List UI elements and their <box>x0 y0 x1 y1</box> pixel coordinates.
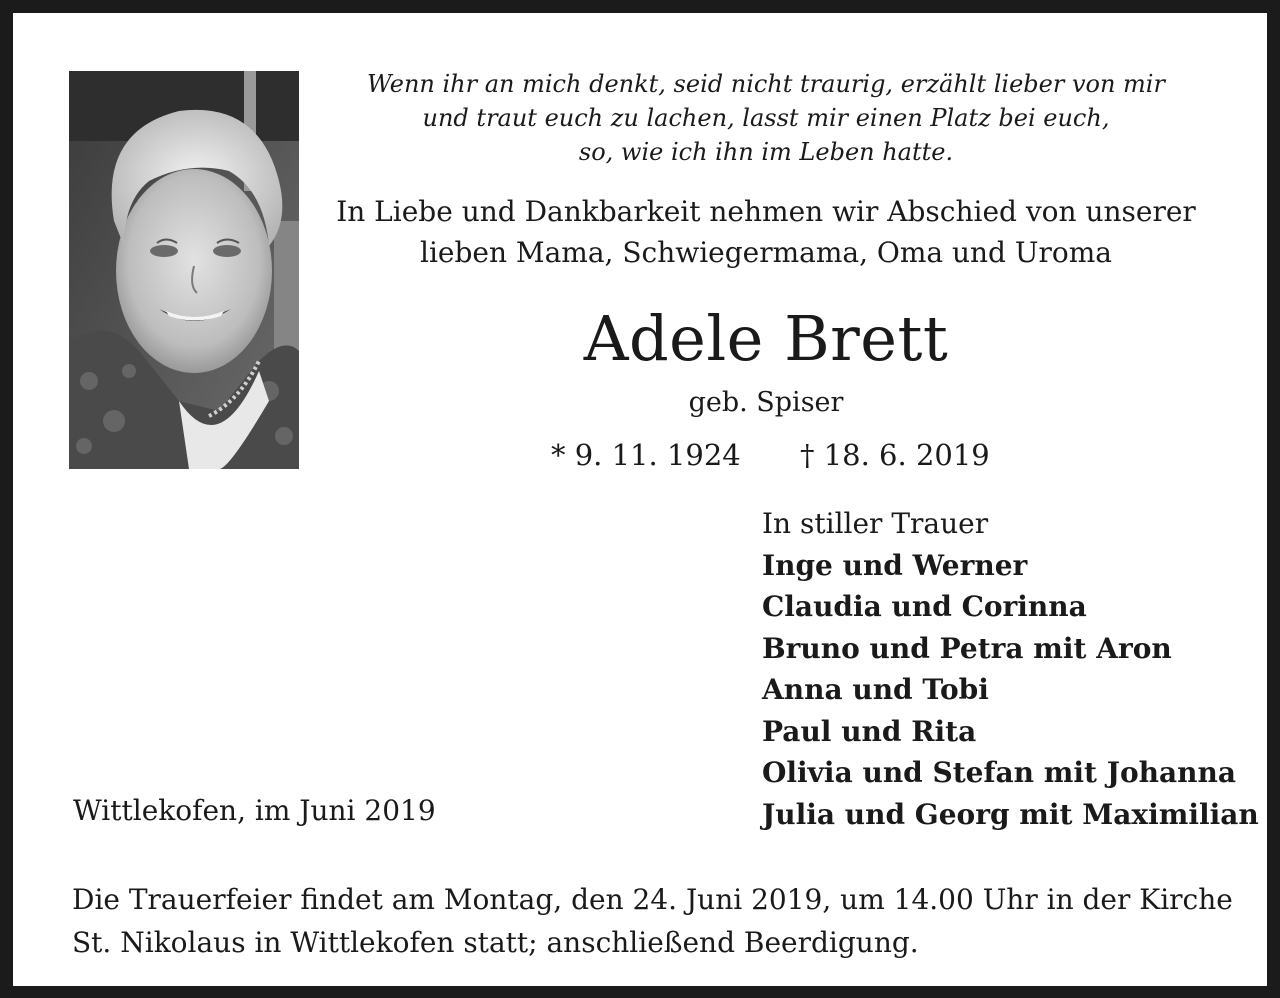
death-date: † 18. 6. 2019 <box>800 438 990 472</box>
mourner-entry: Paul und Rita <box>762 714 977 748</box>
place-and-date: Wittlekofen, im Juni 2019 <box>73 794 436 827</box>
portrait-image <box>69 71 299 469</box>
mourner-entry: Olivia und Stefan mit Johanna <box>762 756 1236 789</box>
mourner-entry: Bruno und Petra mit Aron <box>762 631 1172 665</box>
mourner-entry: Inge und Werner <box>762 548 1028 582</box>
memorial-poem <box>333 67 1199 169</box>
portrait-photo <box>69 71 299 469</box>
mourners-list <box>762 503 1262 835</box>
farewell-line: In Liebe und Dankbarkeit nehmen wir Abschied von unserer <box>336 195 1196 228</box>
birth-date: * 9. 11. 1924 <box>551 438 741 472</box>
poem-line: so, wie ich ihn im Leben hatte. <box>578 138 954 166</box>
ceremony-line: Die Trauerfeier findet am Montag, den 24. Juni 2019, um 14.00 Uhr in der Kirche <box>72 883 1233 916</box>
farewell-text <box>313 191 1219 273</box>
poem-line: Wenn ihr an mich denkt, seid nicht traurig, erzählt lieber von mir <box>367 70 1165 98</box>
maiden-name: geb. Spiser <box>688 387 844 418</box>
poem-line: und traut euch zu lachen, lasst mir einen Platz bei euch, <box>422 104 1110 132</box>
mourners-intro: In stiller Trauer <box>762 507 989 540</box>
mourner-entry: Claudia und Corinna <box>762 590 1087 623</box>
ceremony-line: St. Nikolaus in Wittlekofen statt; anschließend Beerdigung. <box>72 926 919 959</box>
deceased-name: Adele Brett <box>583 302 949 375</box>
farewell-line: lieben Mama, Schwiegermama, Oma und Uroma <box>420 236 1112 269</box>
mourner-entry: Anna und Tobi <box>762 673 989 706</box>
mourner-entry: Julia und Georg mit Maximilian <box>762 797 1259 831</box>
ceremony-info <box>72 878 1242 964</box>
